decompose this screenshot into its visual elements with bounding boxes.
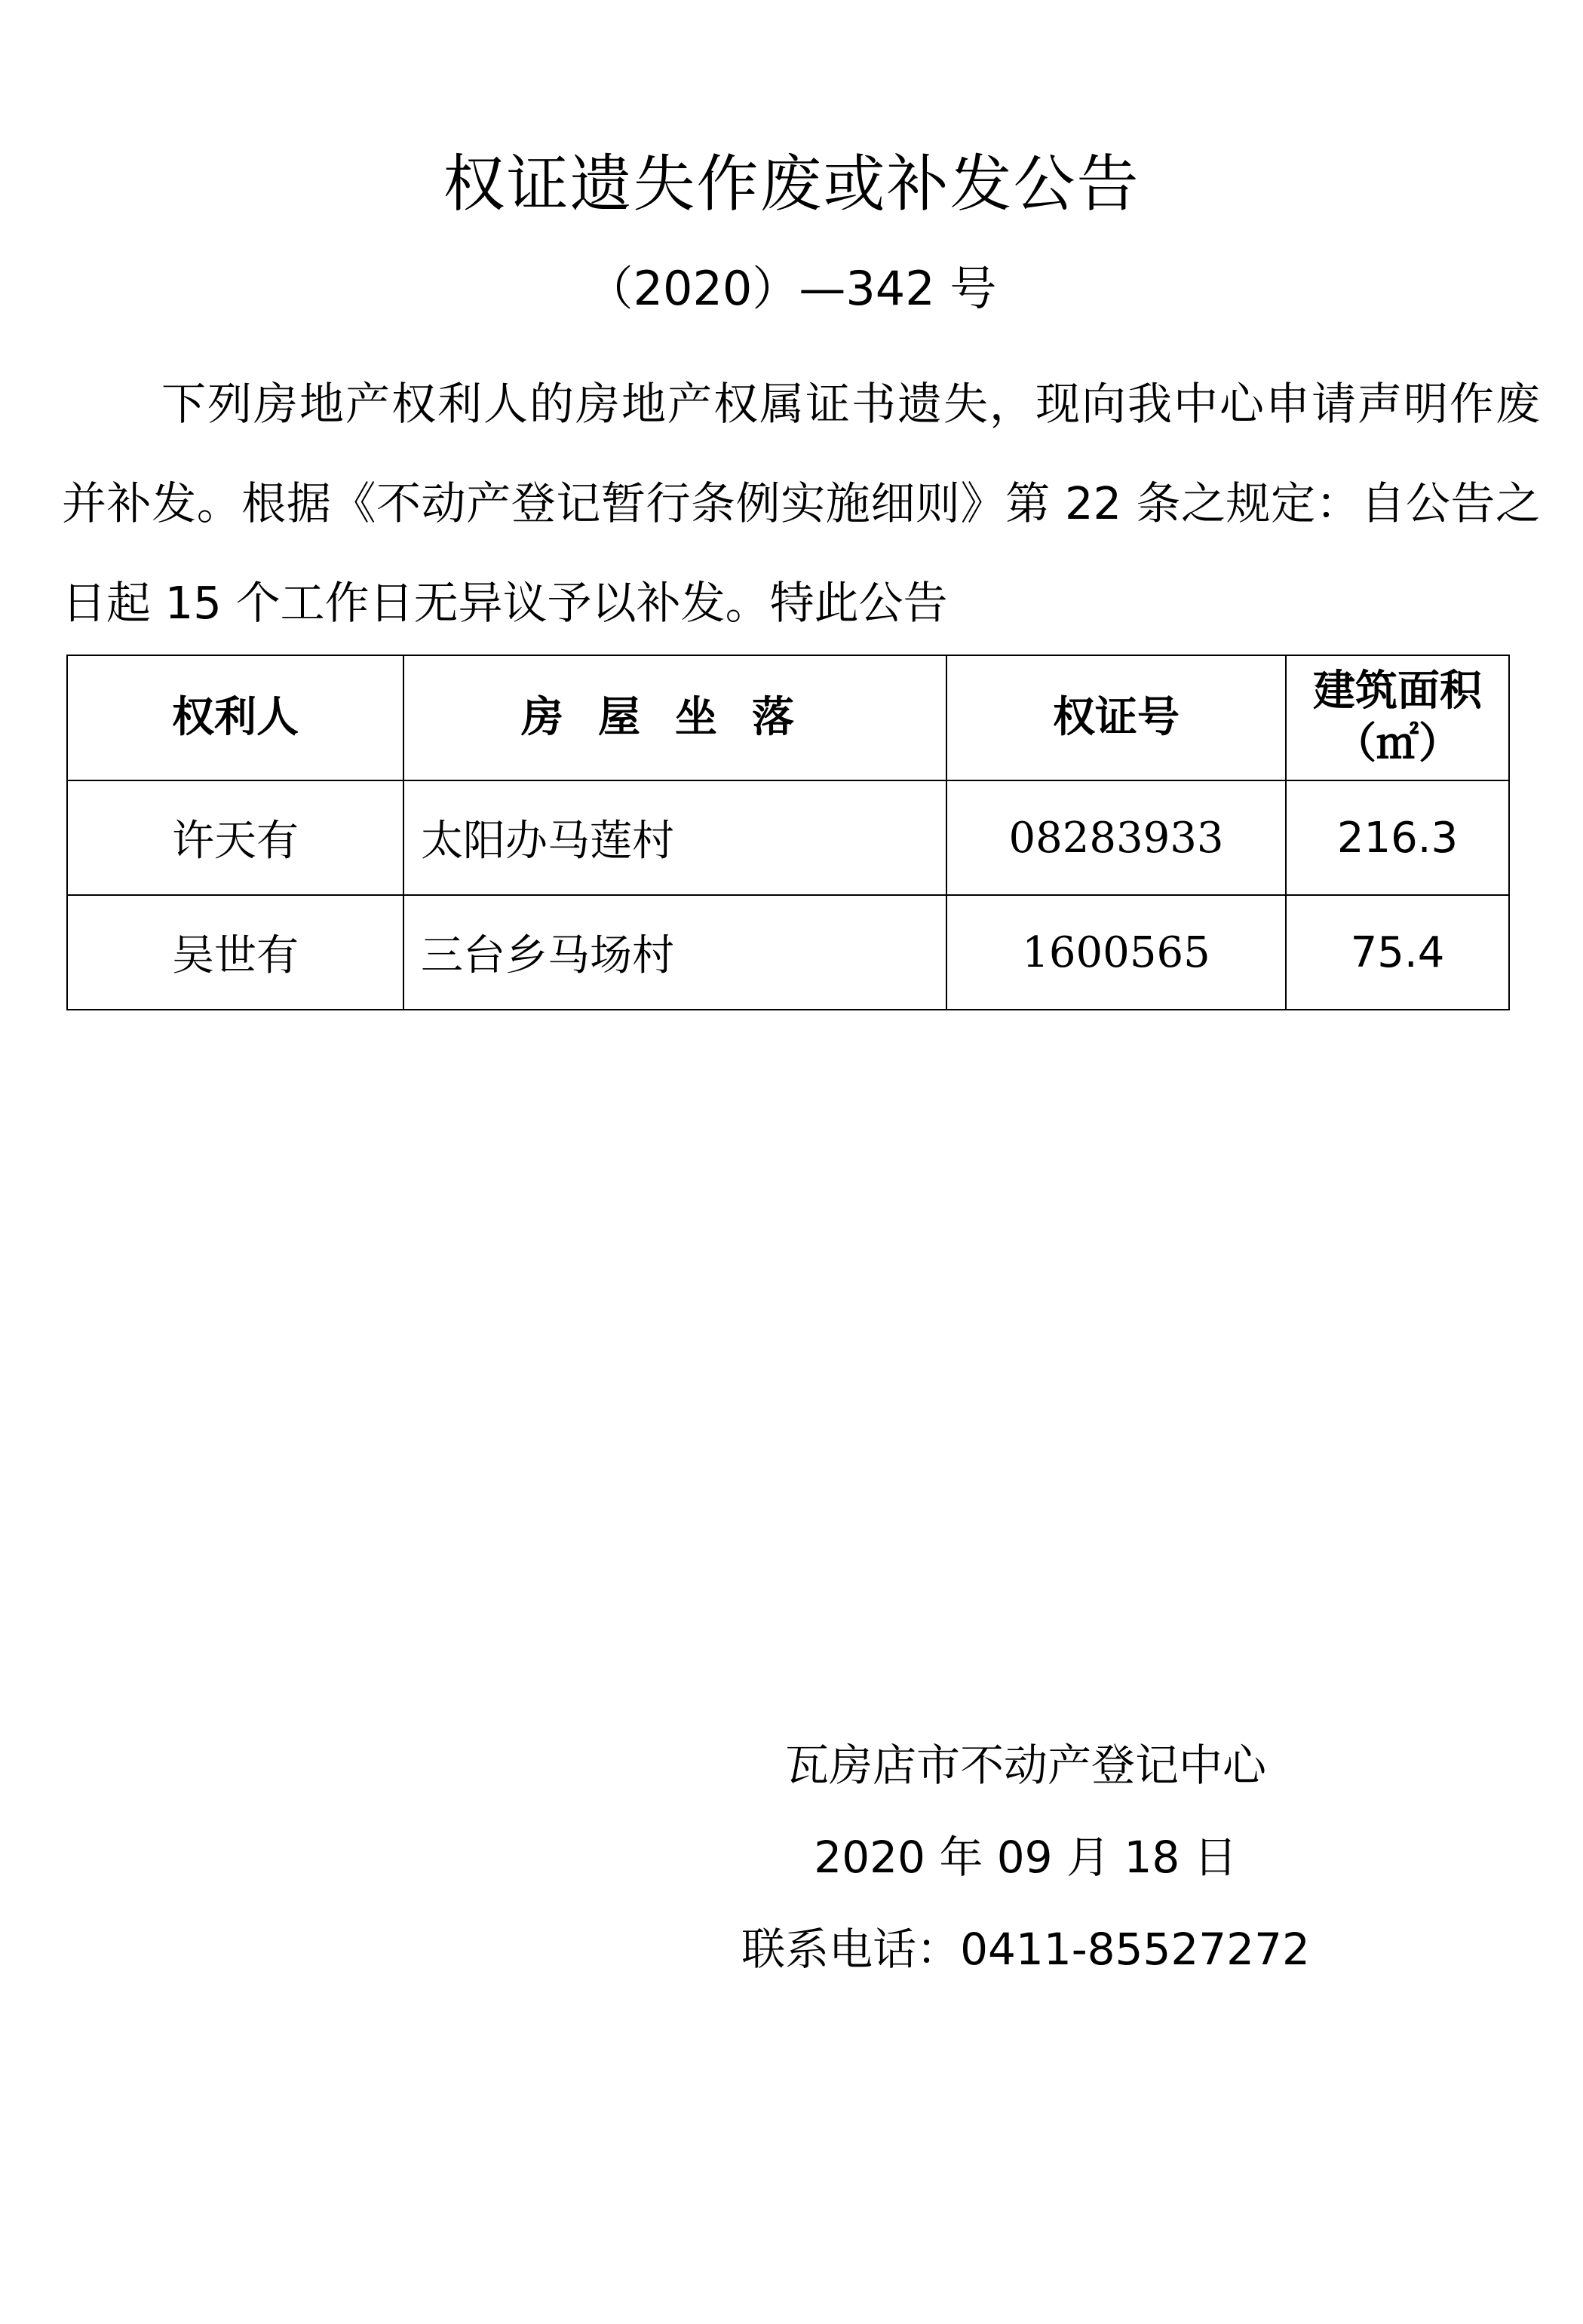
notice-table (66, 655, 1510, 1010)
header-location: 房屋坐落 (403, 655, 946, 780)
cell-cert-no: 08283933 (946, 780, 1286, 895)
signature-block (649, 1719, 1403, 1995)
cell-owner: 许天有 (67, 780, 403, 895)
notice-body: 下列房地产权利人的房地产权属证书遗失，现向我中心申请声明作废并补发。根据《不动产登记暂行条例实施细则》第 22 条之规定：自公告之日起 15 个工作日无异议予以补发。特此公告 (62, 378, 1540, 629)
header-cert-no: 权证号 (946, 655, 1286, 780)
table-row (67, 895, 1509, 1010)
header-area-label: 建筑面积 (1313, 667, 1482, 716)
cell-cert-no: 1600565 (946, 895, 1286, 1010)
table-header-row (67, 655, 1509, 780)
document-number: （2020）—342 号 (586, 261, 997, 316)
cell-location: 三台乡马场村 (403, 895, 946, 1010)
table-row (67, 780, 1509, 895)
cell-owner: 吴世有 (67, 895, 403, 1010)
cell-location: 太阳办马莲村 (403, 780, 946, 895)
header-area-unit: （㎡） (1334, 719, 1461, 768)
header-owner: 权利人 (67, 655, 403, 780)
header-area (1286, 655, 1509, 780)
cell-area: 216.3 (1286, 780, 1509, 895)
issuing-organization: 瓦房店市不动产登记中心 (784, 1740, 1266, 1791)
issue-date: 2020 年 09 月 18 日 (814, 1832, 1238, 1883)
contact-phone: 联系电话：0411-85527272 (741, 1924, 1310, 1975)
cell-area: 75.4 (1286, 895, 1509, 1010)
document-title: 权证遗失作废或补发公告 (443, 149, 1140, 220)
